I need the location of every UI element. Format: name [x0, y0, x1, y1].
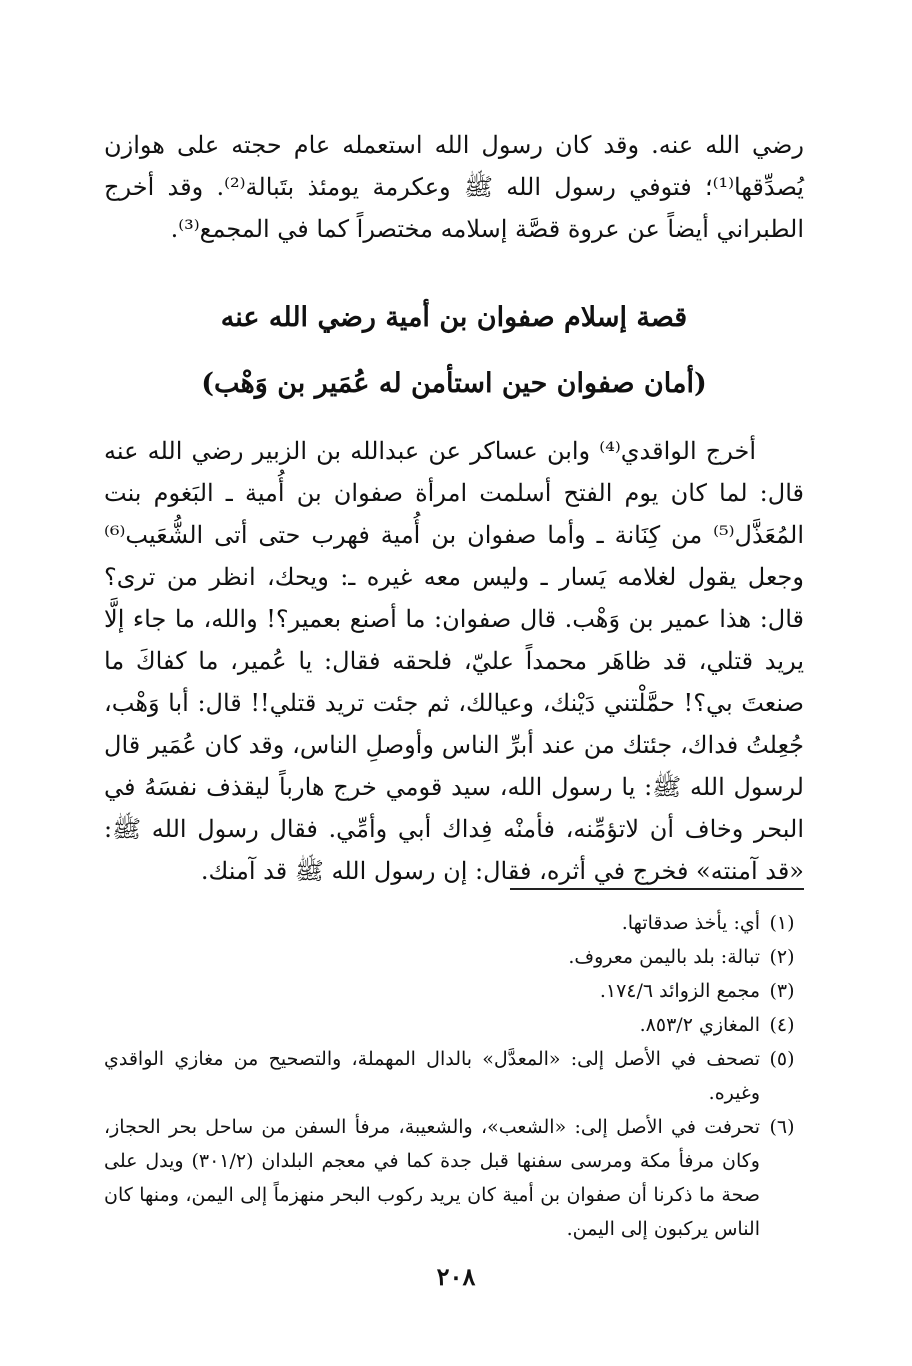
footnote-number: (٣)	[769, 980, 795, 1002]
footnote-text: المغازي ٨٥٣/٢.	[639, 1014, 760, 1036]
footnote-number: (٥)	[769, 1048, 795, 1070]
intro-text: رضي الله عنه. وقد كان رسول الله استعمله عام حجته على هوازن يُصدِّقها⁽¹⁾؛ فتوفي رسول الله ﷺ وعكرمة يومئذ بتَبالة⁽²⁾. وقد أخرج الطبراني أيضاً عن عروة قصَّة إسلامه مختصراً كما في المجمع⁽³⁾.	[104, 131, 804, 243]
footnote-divider	[510, 888, 804, 890]
footnote-item	[104, 906, 804, 940]
footnote-item	[104, 1008, 804, 1042]
footnote-number: (٢)	[769, 946, 795, 968]
footnote-item	[104, 1110, 804, 1246]
footnote-item	[104, 1042, 804, 1110]
footnote-number: (٤)	[769, 1014, 795, 1036]
footnote-number: (١)	[769, 912, 795, 934]
footnote-text: تحرفت في الأصل إلى: «الشعب»، والشعيبة، مرفأ السفن من ساحل بحر الحجاز، وكان مرفأ مكة ومرسى سفنها قبل جدة كما في معجم البلدان (٣٠١/٢) ويدل على صحة ما ذكرنا أن صفوان بن أمية كان يريد ركوب البحر منهزماً إلى اليمن، ومنها كان الناس يركبون إلى اليمن.	[104, 1116, 760, 1240]
footnote-item	[104, 940, 804, 974]
footnote-text: مجمع الزوائد ١٧٤/٦.	[599, 980, 760, 1002]
intro-paragraph	[104, 124, 804, 250]
footnote-text: تبالة: بلد باليمن معروف.	[568, 946, 760, 968]
story-paragraph	[104, 430, 804, 892]
footnote-number: (٦)	[769, 1116, 795, 1138]
footnotes	[104, 906, 804, 1246]
page-number: ٢٠٨	[436, 1262, 476, 1291]
section-subheading: (أمان صفوان حين استأمن له عُمَير بن وَهْب)	[201, 368, 707, 399]
story-text: أخرج الواقدي⁽⁴⁾ وابن عساكر عن عبدالله بن الزبير رضي الله عنه قال: لما كان يوم الفتح أسلمت امرأة صفوان بن أُمية ـ البَغوم بنت المُعَذَّل⁽⁵⁾ من كِنَانة ـ وأما صفوان بن أُمية فهرب حتى أتى الشُّعَيب⁽⁶⁾ وجعل يقول لغلامه يَسار ـ وليس معه غيره ـ: ويحك، انظر من ترى؟ قال: هذا عمير بن وَهْب. قال صفوان: ما أصنع بعمير؟! والله، ما جاء إلَّا يريد قتلي، قد ظاهَر محمداً عليّ، فلحقه فقال: يا عُمير، ما كفاكَ ما صنعتَ بي؟! حمَّلْتني دَيْنك، وعيالك، ثم جئت تريد قتلي!! قال: أبا وَهْب، جُعِلتُ فداك، جئتك من عند أبرِّ الناس وأوصلِ الناس، وقد كان عُمَير قال لرسول الله ﷺ: يا رسول الله، سيد قومي خرج هارباً ليقذف نفسَهُ في البحر وخاف أن لاتؤمِّنه، فأمنْه فِداك أبي وأمِّي. فقال رسول الله ﷺ: «قد آمنته» فخرج في أثره، فقال: إن رسول الله ﷺ قد آمنك.	[104, 437, 805, 885]
footnote-text: أي: يأخذ صدقاتها.	[621, 912, 760, 934]
footnote-item	[104, 974, 804, 1008]
section-heading: قصة إسلام صفوان بن أمية رضي الله عنه	[220, 302, 688, 333]
footnote-text: تصحف في الأصل إلى: «المعدَّل» بالدال المهملة، والتصحيح من مغازي الواقدي وغيره.	[104, 1048, 760, 1104]
